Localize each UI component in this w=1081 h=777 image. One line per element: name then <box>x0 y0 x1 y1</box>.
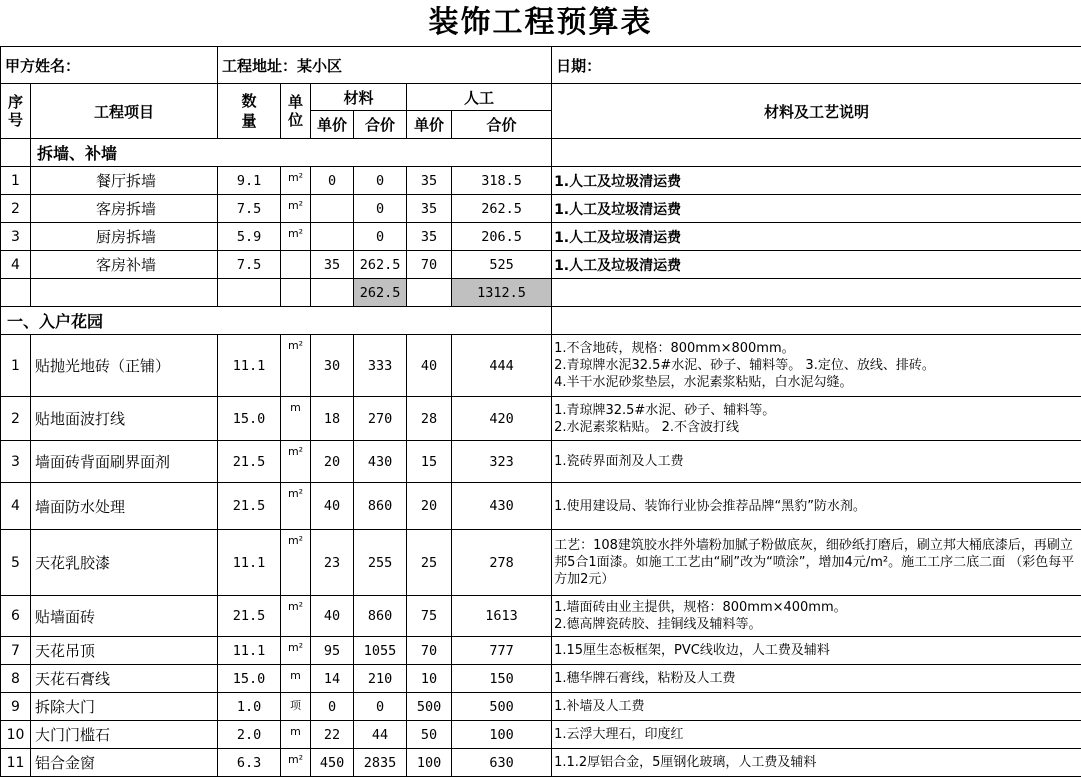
row-material-price[interactable]: 35 <box>311 251 354 279</box>
row-seq[interactable]: 11 <box>1 749 31 777</box>
note-line: 工艺：108建筑胶水拌外墙粉加腻子粉做底灰，细砂纸打磨后，刷立邦大桶底漆后，再刷立邦5合1面漆。如施工工艺由“刷”改为“喷涂”，增加4元/m²。施工工序二底二面 （彩色每平方加2元） <box>554 538 1075 587</box>
row-labor-total[interactable]: 444 <box>452 335 552 397</box>
row-material-total[interactable]: 860 <box>354 596 407 637</box>
subtotal-blank <box>31 279 218 307</box>
row-unit[interactable]: m <box>281 665 311 693</box>
note-line: 1.使用建设局、装饰行业协会推荐品牌“黑豹”防水剂。 <box>554 498 866 514</box>
row-material-price[interactable]: 40 <box>311 483 354 530</box>
row-material-total[interactable]: 0 <box>354 195 407 223</box>
row-note[interactable] <box>552 483 1081 530</box>
note-line: 1.穗华牌石膏线，粘粉及人工费 <box>554 671 736 686</box>
row-labor-price[interactable]: 70 <box>407 251 452 279</box>
row-unit[interactable]: m² <box>281 530 311 596</box>
row-material-price[interactable]: 40 <box>311 596 354 637</box>
row-unit[interactable]: m² <box>281 637 311 665</box>
row-qty[interactable]: 1.0 <box>218 693 281 721</box>
note-line: 1.不含地砖，规格：800mm×800mm。 <box>554 341 795 356</box>
header-item: 工程项目 <box>31 84 218 139</box>
row-labor-price[interactable]: 15 <box>407 441 452 483</box>
row-qty[interactable]: 7.5 <box>218 251 281 279</box>
row-note[interactable] <box>552 397 1081 441</box>
client-name-cell[interactable]: 甲方姓名： <box>1 47 218 84</box>
table-row <box>1 483 1081 530</box>
row-item[interactable]: 铝合金窗 <box>31 749 218 777</box>
header-seq: 序号 <box>1 84 31 139</box>
row-labor-total[interactable]: 430 <box>452 483 552 530</box>
row-item[interactable]: 墙面防水处理 <box>31 483 218 530</box>
row-qty[interactable]: 5.9 <box>218 223 281 251</box>
subtotal-blank <box>407 279 452 307</box>
row-labor-total[interactable]: 1613 <box>452 596 552 637</box>
table-row <box>1 637 1081 665</box>
row-item[interactable]: 拆除大门 <box>31 693 218 721</box>
subtotal-blank <box>218 279 281 307</box>
row-unit[interactable]: m² <box>281 223 311 251</box>
row-unit[interactable]: m <box>281 397 311 441</box>
row-material-total[interactable]: 270 <box>354 397 407 441</box>
row-unit[interactable]: m² <box>281 749 311 777</box>
note-line: 1.云浮大理石，印度红 <box>554 727 684 742</box>
row-unit[interactable]: m² <box>281 441 311 483</box>
row-labor-total[interactable]: 150 <box>452 665 552 693</box>
row-labor-total[interactable]: 278 <box>452 530 552 596</box>
table-row <box>1 195 1081 223</box>
note-line: 1.15厘生态板框架，PVC线收边，人工费及辅料 <box>554 643 830 658</box>
row-labor-total[interactable]: 420 <box>452 397 552 441</box>
row-seq[interactable]: 10 <box>1 721 31 749</box>
row-seq[interactable]: 6 <box>1 596 31 637</box>
row-labor-total[interactable]: 777 <box>452 637 552 665</box>
row-note[interactable] <box>552 721 1081 749</box>
row-note[interactable] <box>552 335 1081 397</box>
note-line: 1.青琼牌32.5#水泥、砂子、辅料等。 <box>554 402 776 418</box>
page-title: 装饰工程预算表 <box>428 5 653 40</box>
row-labor-price[interactable]: 500 <box>407 693 452 721</box>
note-line: 2.水泥素浆粘贴。 2.不含波打线 <box>554 419 740 435</box>
row-labor-price[interactable]: 70 <box>407 637 452 665</box>
row-unit[interactable]: 项 <box>281 693 311 721</box>
row-note[interactable] <box>552 637 1081 665</box>
row-qty[interactable]: 2.0 <box>218 721 281 749</box>
section-blank <box>552 307 1081 335</box>
row-qty[interactable]: 11.1 <box>218 637 281 665</box>
row-material-total[interactable]: 0 <box>354 693 407 721</box>
row-material-price[interactable]: 14 <box>311 665 354 693</box>
row-labor-price[interactable]: 75 <box>407 596 452 637</box>
section-row <box>1 307 1081 335</box>
section-title: 拆墙、补墙 <box>31 139 552 167</box>
row-material-price[interactable] <box>311 223 354 251</box>
row-item[interactable]: 大门门槛石 <box>31 721 218 749</box>
header-qty: 数量 <box>218 84 281 139</box>
row-item[interactable]: 贴抛光地砖（正铺） <box>31 335 218 397</box>
header-material-price: 单价 <box>311 111 354 139</box>
row-unit[interactable]: m² <box>281 596 311 637</box>
section-title: 一、入户花园 <box>1 307 552 335</box>
row-qty[interactable]: 21.5 <box>218 441 281 483</box>
row-material-price[interactable]: 22 <box>311 721 354 749</box>
row-labor-price[interactable]: 20 <box>407 483 452 530</box>
row-seq[interactable]: 1 <box>1 335 31 397</box>
row-labor-total[interactable]: 318.5 <box>452 167 552 195</box>
row-qty[interactable]: 11.1 <box>218 530 281 596</box>
row-note[interactable] <box>552 530 1081 596</box>
row-note[interactable]: 1.人工及垃圾清运费 <box>552 195 1081 223</box>
row-note[interactable] <box>552 596 1081 637</box>
header-labor-price: 单价 <box>407 111 452 139</box>
table-row <box>1 251 1081 279</box>
row-qty[interactable]: 21.5 <box>218 596 281 637</box>
row-labor-price[interactable]: 35 <box>407 223 452 251</box>
table-row <box>1 721 1081 749</box>
row-unit[interactable]: m² <box>281 483 311 530</box>
note-line: 1.补墙及人工费 <box>554 699 645 714</box>
row-unit[interactable]: m² <box>281 167 311 195</box>
row-material-total[interactable]: 333 <box>354 335 407 397</box>
row-unit[interactable]: m² <box>281 195 311 223</box>
subtotal-blank <box>552 279 1081 307</box>
row-qty[interactable]: 15.0 <box>218 665 281 693</box>
row-item[interactable]: 天花吊顶 <box>31 637 218 665</box>
row-labor-price[interactable]: 10 <box>407 665 452 693</box>
row-note[interactable] <box>552 441 1081 483</box>
row-item[interactable]: 贴地面波打线 <box>31 397 218 441</box>
row-note[interactable]: 1.人工及垃圾清运费 <box>552 251 1081 279</box>
header-note: 材料及工艺说明 <box>552 84 1081 139</box>
date-cell[interactable]: 日期： <box>552 47 1081 84</box>
row-labor-price[interactable]: 25 <box>407 530 452 596</box>
row-note[interactable]: 1.人工及垃圾清运费 <box>552 167 1081 195</box>
note-line: 1.墙面砖由业主提供，规格：800mm×400mm。 <box>554 600 847 615</box>
row-material-price[interactable]: 18 <box>311 397 354 441</box>
row-item[interactable]: 厨房拆墙 <box>31 223 218 251</box>
row-labor-total[interactable]: 630 <box>452 749 552 777</box>
row-labor-price[interactable]: 50 <box>407 721 452 749</box>
table-row <box>1 749 1081 777</box>
row-item[interactable]: 天花石膏线 <box>31 665 218 693</box>
subtotal-row <box>1 279 1081 307</box>
subtotal-labor[interactable]: 1312.5 <box>452 279 552 307</box>
row-seq[interactable]: 4 <box>1 483 31 530</box>
row-item[interactable]: 餐厅拆墙 <box>31 167 218 195</box>
row-seq[interactable]: 7 <box>1 637 31 665</box>
row-seq[interactable]: 3 <box>1 441 31 483</box>
table-row <box>1 665 1081 693</box>
table-row <box>1 441 1081 483</box>
row-qty[interactable]: 21.5 <box>218 483 281 530</box>
row-labor-price[interactable]: 35 <box>407 195 452 223</box>
table-row <box>1 596 1081 637</box>
subtotal-blank <box>281 279 311 307</box>
table-row <box>1 335 1081 397</box>
row-labor-total[interactable]: 323 <box>452 441 552 483</box>
header-unit: 单位 <box>281 84 311 139</box>
row-material-price[interactable]: 23 <box>311 530 354 596</box>
section-blank <box>1 139 31 167</box>
row-qty[interactable]: 9.1 <box>218 167 281 195</box>
header-material-total: 合价 <box>354 111 407 139</box>
table-row <box>1 167 1081 195</box>
row-labor-price[interactable]: 35 <box>407 167 452 195</box>
note-line: 2.青琼牌水泥32.5#水泥、砂子、辅料等。 3.定位、放线、排砖。 <box>554 358 935 373</box>
note-line: 1.瓷砖界面剂及人工费 <box>554 454 684 469</box>
subtotal-blank <box>311 279 354 307</box>
row-seq[interactable]: 9 <box>1 693 31 721</box>
row-material-total[interactable]: 255 <box>354 530 407 596</box>
row-material-price[interactable]: 95 <box>311 637 354 665</box>
row-unit[interactable] <box>281 251 311 279</box>
note-line: 2.德高牌瓷砖胶、挂铜线及辅料等。 <box>554 617 762 632</box>
row-seq[interactable]: 2 <box>1 397 31 441</box>
header-labor-total: 合价 <box>452 111 552 139</box>
row-seq[interactable]: 2 <box>1 195 31 223</box>
subtotal-material[interactable]: 262.5 <box>354 279 407 307</box>
row-material-total[interactable]: 0 <box>354 167 407 195</box>
note-line: 4.半干水泥砂浆垫层，水泥素浆粘贴，白水泥勾缝。 <box>554 375 853 390</box>
row-qty[interactable]: 7.5 <box>218 195 281 223</box>
header-labor: 人工 <box>407 84 552 111</box>
row-qty[interactable]: 6.3 <box>218 749 281 777</box>
row-item[interactable]: 天花乳胶漆 <box>31 530 218 596</box>
project-address-cell[interactable]: 工程地址：某小区 <box>218 47 552 84</box>
row-item[interactable]: 贴墙面砖 <box>31 596 218 637</box>
row-note[interactable] <box>552 665 1081 693</box>
row-unit[interactable]: m² <box>281 335 311 397</box>
row-material-price[interactable]: 0 <box>311 167 354 195</box>
row-material-price[interactable]: 0 <box>311 693 354 721</box>
header-material: 材料 <box>311 84 407 111</box>
row-labor-total[interactable]: 525 <box>452 251 552 279</box>
row-material-total[interactable]: 210 <box>354 665 407 693</box>
row-labor-total[interactable]: 262.5 <box>452 195 552 223</box>
note-line: 1.1.2厚铝合金，5厘钢化玻璃，人工费及辅料 <box>554 755 817 770</box>
row-material-total[interactable]: 860 <box>354 483 407 530</box>
row-item[interactable]: 客房补墙 <box>31 251 218 279</box>
row-material-price[interactable]: 450 <box>311 749 354 777</box>
row-qty[interactable]: 15.0 <box>218 397 281 441</box>
row-item[interactable]: 客房拆墙 <box>31 195 218 223</box>
row-qty[interactable]: 11.1 <box>218 335 281 397</box>
section-blank <box>552 139 1081 167</box>
row-labor-total[interactable]: 500 <box>452 693 552 721</box>
row-material-price[interactable]: 30 <box>311 335 354 397</box>
budget-table <box>0 46 1081 777</box>
row-seq[interactable]: 1 <box>1 167 31 195</box>
row-labor-total[interactable]: 100 <box>452 721 552 749</box>
row-material-price[interactable]: 20 <box>311 441 354 483</box>
row-labor-total[interactable]: 206.5 <box>452 223 552 251</box>
table-row <box>1 223 1081 251</box>
row-labor-price[interactable]: 40 <box>407 335 452 397</box>
row-seq[interactable]: 4 <box>1 251 31 279</box>
table-row <box>1 397 1081 441</box>
row-material-total[interactable]: 1055 <box>354 637 407 665</box>
row-note[interactable]: 1.人工及垃圾清运费 <box>552 223 1081 251</box>
row-note[interactable] <box>552 749 1081 777</box>
row-material-price[interactable] <box>311 195 354 223</box>
row-labor-price[interactable]: 100 <box>407 749 452 777</box>
row-note[interactable] <box>552 693 1081 721</box>
table-row <box>1 530 1081 596</box>
row-material-total[interactable]: 44 <box>354 721 407 749</box>
row-item[interactable]: 墙面砖背面刷界面剂 <box>31 441 218 483</box>
subtotal-blank <box>1 279 31 307</box>
row-seq[interactable]: 3 <box>1 223 31 251</box>
row-material-total[interactable]: 2835 <box>354 749 407 777</box>
row-material-total[interactable]: 430 <box>354 441 407 483</box>
row-material-total[interactable]: 0 <box>354 223 407 251</box>
table-row <box>1 693 1081 721</box>
row-unit[interactable]: m <box>281 721 311 749</box>
row-seq[interactable]: 5 <box>1 530 31 596</box>
row-labor-price[interactable]: 28 <box>407 397 452 441</box>
row-material-total[interactable]: 262.5 <box>354 251 407 279</box>
row-seq[interactable]: 8 <box>1 665 31 693</box>
